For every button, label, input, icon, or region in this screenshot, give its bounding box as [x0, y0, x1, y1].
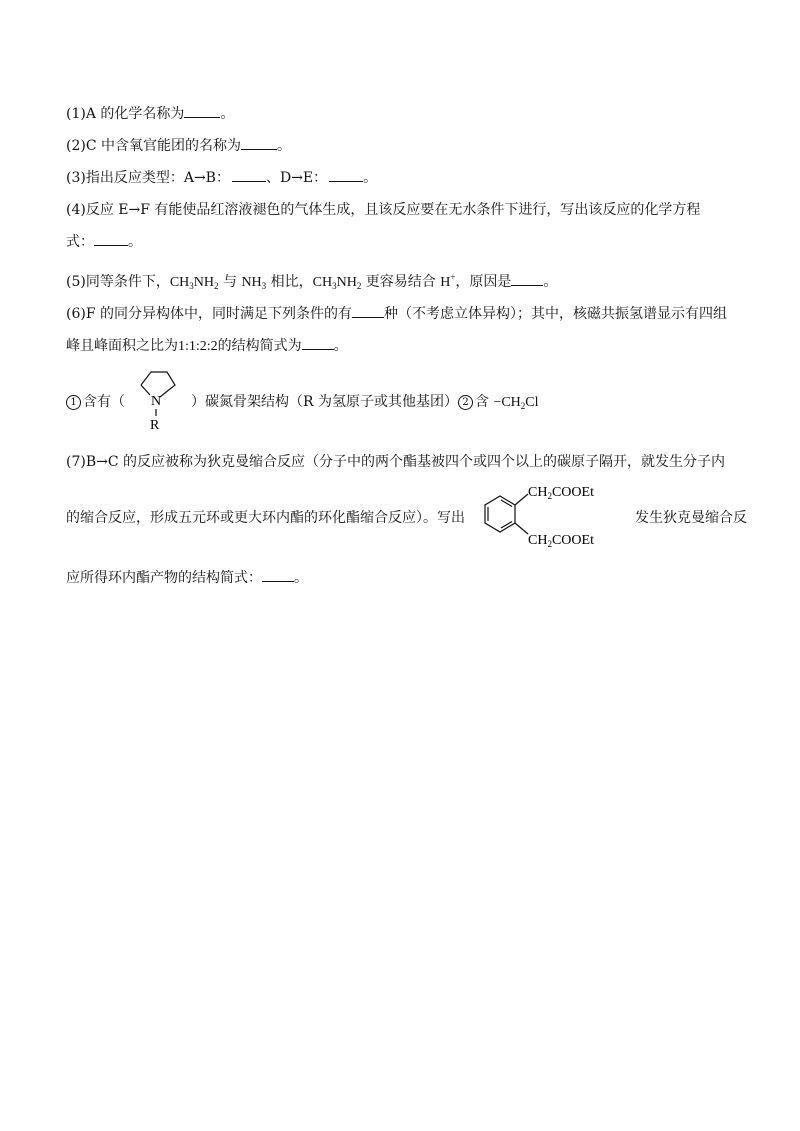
answer-blank: [352, 305, 384, 318]
condition-1: 1 含有（ ）碳氮骨架结构（R 为氢原子或其他基团） 2 含 $-CH_2Cl$: [66, 392, 539, 416]
question-3: (3)指出反应类型：A→B： 、D→E： 。: [66, 170, 378, 186]
answer-blank: [232, 169, 266, 182]
question-2: (2)C 中含氧官能团的名称为 。: [66, 138, 291, 154]
answer-blank: [94, 233, 128, 246]
question-7-line-2: 的缩合反应，形成五元环或更大环内酯的环化酯缩合反应）。写出 发生狄克曼缩合反: [66, 510, 747, 526]
formula-proton: H+: [440, 272, 456, 290]
answer-blank: [302, 337, 334, 350]
question-7-line-1: (7)B→C 的反应被称为狄克曼缩合反应（分子中的两个酯基被四个或四个以上的碳原子隔开，就发生分子内: [66, 454, 726, 470]
ring-double-bond: [501, 522, 512, 529]
substituent-bond-bottom: [515, 523, 528, 534]
question-7-line-3: 应所得环内酯产物的结构简式： 。: [66, 570, 308, 586]
answer-blank: [241, 137, 277, 150]
circled-number-1: 1: [66, 395, 81, 410]
question-6-line-2: 峰且峰面积之比为1:1:2:2的结构简式为 。: [66, 338, 348, 354]
formula-ammonia: $NH_3$: [241, 275, 267, 291]
question-6-line-1: (6)F 的同分异构体中，同时满足下列条件的有 种（不考虑立体异构）；其中，核磁共振氢谱显示有四组: [66, 306, 727, 322]
substituent-bottom: $CH_2COOEt$: [528, 533, 594, 549]
formula-methylamine: $CH_3NH_2$: [169, 275, 219, 291]
answer-blank: [184, 105, 220, 118]
ring-double-bond: [501, 500, 512, 507]
answer-blank: [262, 569, 294, 582]
substituent-top: $CH_2COOEt$: [528, 485, 594, 501]
ring-bond: [141, 385, 150, 395]
question-5: (5)同等条件下，$CH_3NH_2$ 与 $NH_3$ 相比，$CH_3NH_2$ 更容易结合 H+，原因是 。: [66, 272, 558, 291]
question-4-line-1: (4)反应 E→F 有能使品红溶液褪色的气体生成，且该反应要在无水条件下进行，写出该反应的化学方程: [66, 202, 701, 218]
question-3-text: (3)指出反应类型：A→B：: [66, 170, 230, 186]
circled-number-2: 2: [458, 395, 473, 410]
formula-methylamine: $CH_3NH_2$: [312, 275, 362, 291]
nitrogen-atom: N: [151, 394, 162, 409]
question-4-line-2: 式： 。: [66, 234, 142, 250]
answer-blank: [329, 169, 363, 182]
diester-structure: [470, 476, 640, 556]
area-ratio: 1:1:2:2: [178, 339, 218, 354]
question-1-text: (1)A 的化学名称为: [66, 106, 185, 122]
pyrrolidine-structure: [128, 366, 188, 434]
chloromethyl-group: $-CH_2Cl$: [493, 395, 539, 411]
substituent-bond-top: [515, 494, 528, 505]
r-group: R: [150, 418, 160, 433]
question-2-text: (2)C 中含氧官能团的名称为: [66, 138, 241, 154]
question-1: (1)A 的化学名称为 。: [66, 106, 235, 122]
answer-blank: [511, 273, 543, 286]
benzene-ring: [485, 496, 515, 532]
